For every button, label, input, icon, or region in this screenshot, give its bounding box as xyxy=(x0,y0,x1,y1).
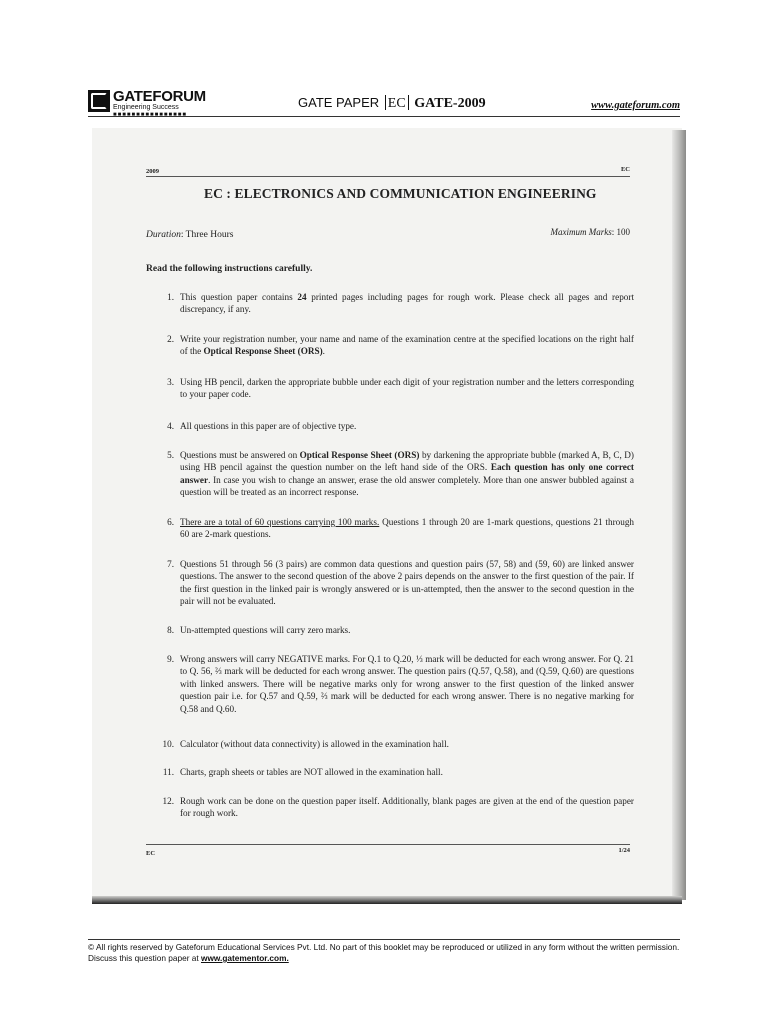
logo-mark-icon xyxy=(88,90,110,112)
instruction-number: 1. xyxy=(167,292,174,302)
instruction-number: 5. xyxy=(167,450,174,460)
instruction-item xyxy=(146,516,634,541)
instruction-number: 11. xyxy=(162,767,174,777)
instruction-item xyxy=(146,291,634,316)
instructions-heading: Read the following instructions carefully. xyxy=(146,264,313,274)
instruction-item xyxy=(146,449,634,499)
paper-label: GATE PAPER xyxy=(298,95,380,110)
instruction-text: Questions 51 through 56 (3 pairs) are common data questions and question pairs (57, 58) and (59, 60) are linked answer questions. The answer to the second question of the above 2 pairs depends on the answer to the first question of the pair. If the first question in the linked pair is wrongly answered or is un-attempted, then the answer to the second question in the pair will not be evaluated. xyxy=(180,559,634,607)
instruction-number: 6. xyxy=(167,517,174,527)
instruction-item xyxy=(146,653,634,715)
instruction-text: Rough work can be done on the question paper itself. Additionally, blank pages are given at the end of the question paper for rough work. xyxy=(180,796,634,819)
scan-shadow-bottom xyxy=(92,896,682,904)
sheet-page-number: 1/24 xyxy=(618,847,630,854)
instruction-number: 10. xyxy=(162,739,174,749)
instruction-text: Wrong answers will carry NEGATIVE marks. For Q.1 to Q.20, ⅓ mark will be deducted for each wrong answer. For Q. 21 to Q. 56, ⅔ mark will be deducted for each wrong answer. The question pairs (Q.57, Q.58), and (Q.59, Q.60) are questions with linked answers. There will be negative marks only for wrong answer to the first question of the linked answer question pair i.e. for Q.57 and Q.59, ⅔ mark will be deducted for each wrong answer. There is no negative marking for Q.58 and Q.60. xyxy=(180,654,634,714)
instruction-item xyxy=(146,624,634,636)
instruction-number: 12. xyxy=(162,796,174,806)
maximum-marks xyxy=(550,227,630,237)
copyright-footer xyxy=(88,939,680,964)
instruction-item xyxy=(146,738,634,750)
page-header xyxy=(88,86,680,117)
sheet-branch-code: EC xyxy=(620,166,630,173)
instruction-item xyxy=(146,420,634,432)
paper-title xyxy=(298,95,486,112)
marks-value: : 100 xyxy=(611,227,630,237)
instruction-number: 9. xyxy=(167,654,174,664)
instruction-text: Un-attempted questions will carry zero marks. xyxy=(180,625,351,635)
instruction-number: 2. xyxy=(167,334,174,344)
instruction-text: Charts, graph sheets or tables are NOT allowed in the examination hall. xyxy=(180,767,443,777)
sheet-year: 2009 xyxy=(146,168,159,175)
logo-tagline: Engineering Success xyxy=(113,104,179,111)
instruction-text: Using HB pencil, darken the appropriate bubble under each digit of your registration number and the letters corresponding to your paper code. xyxy=(180,377,634,400)
instruction-item xyxy=(146,376,634,401)
instruction-text: There are a total of 60 questions carrying 100 marks. Questions 1 through 20 are 1-mark questions, questions 21 through 60 are 2-mark questions. xyxy=(180,517,635,540)
instruction-number: 4. xyxy=(167,421,174,431)
logo-name: GATEFORUM xyxy=(113,88,206,105)
instruction-text: Write your registration number, your name and name of the examination centre at the specified locations on the right half of the Optical Response Sheet (ORS). xyxy=(180,334,634,357)
instruction-number: 7. xyxy=(167,559,174,569)
instruction-text: Calculator (without data connectivity) is allowed in the examination hall. xyxy=(180,739,449,749)
instruction-item xyxy=(146,558,634,608)
top-rule xyxy=(146,176,630,177)
instruction-number: 8. xyxy=(167,625,174,635)
scan-shadow xyxy=(672,130,686,900)
instruction-item xyxy=(146,333,634,358)
duration-label: Duration xyxy=(146,230,181,240)
exam-label: GATE-2009 xyxy=(414,96,486,111)
instruction-text: This question paper contains 24 printed pages including pages for rough work. Please check all pages and report discrepancy, if any. xyxy=(180,292,634,315)
website-link[interactable]: www.gateforum.com xyxy=(591,100,680,111)
gatementor-link[interactable]: www.gatementor.com. xyxy=(201,953,289,963)
instruction-item xyxy=(146,766,634,778)
copyright-text: © All rights reserved by Gateforum Educational Services Pvt. Ltd. No part of this booklet may be reproduced or utilized in any form without the written permission. Discuss this question paper at xyxy=(88,942,680,963)
logo-dots: ■■■■■■■■■■■■■■■■ xyxy=(113,112,187,118)
branch-label: EC xyxy=(387,96,406,111)
gateforum-logo xyxy=(88,90,206,118)
divider xyxy=(385,95,386,110)
sheet-footer-code: EC xyxy=(146,850,156,857)
instruction-text: Questions must be answered on Optical Response Sheet (ORS) by darkening the appropriate bubble (marked A, B, C, D) using HB pencil against the question number on the left hand side of the ORS. Each question has only one correct answer. In case you wish to change an answer, erase the old answer completely. More than one answer bubbled against a question will be treated as an incorrect response. xyxy=(180,450,634,498)
bottom-rule xyxy=(146,844,630,845)
exam-title: EC : ELECTRONICS AND COMMUNICATION ENGINEERING xyxy=(204,186,597,201)
instruction-item xyxy=(146,795,634,820)
duration xyxy=(146,230,233,240)
duration-value: : Three Hours xyxy=(180,230,234,240)
divider xyxy=(408,95,409,110)
instruction-text: All questions in this paper are of objective type. xyxy=(180,421,357,431)
marks-label: Maximum Marks xyxy=(550,227,612,237)
instruction-number: 3. xyxy=(167,377,174,387)
